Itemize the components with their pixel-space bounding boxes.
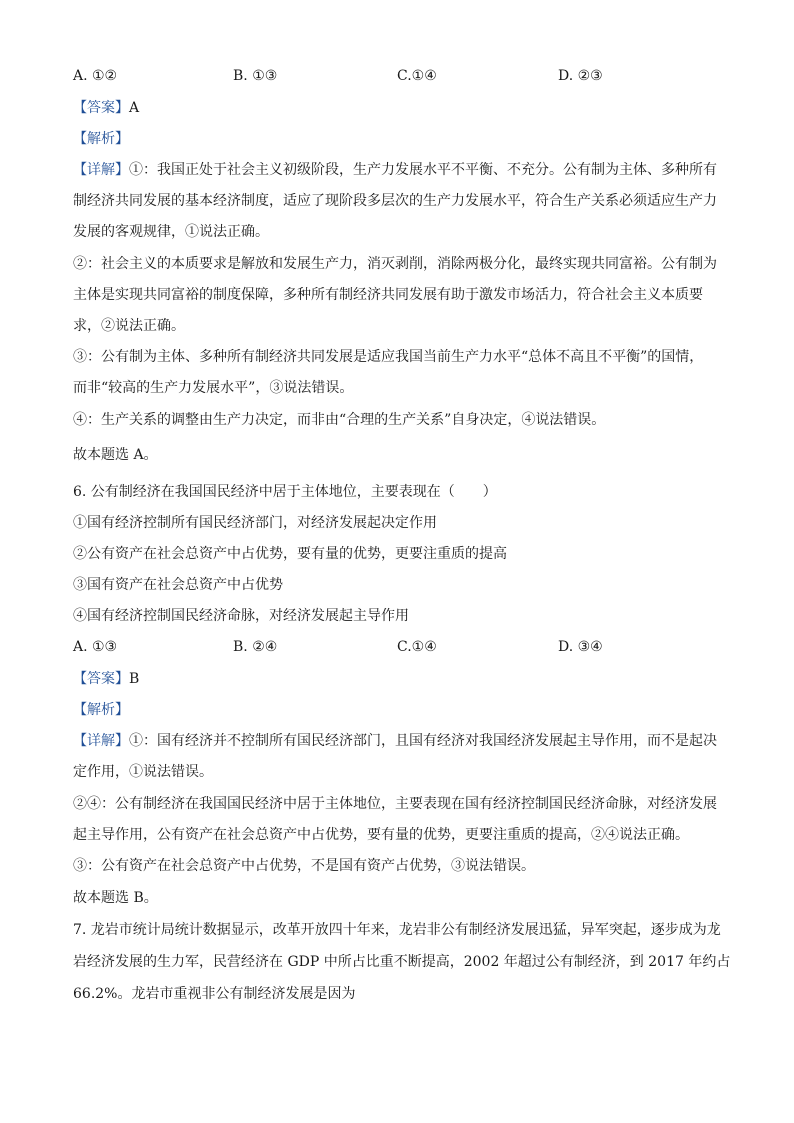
q5-line-text: ①：我国正处于社会主义初级阶段，生产力发展水平不平衡、不充分。公有制为主体、多种所有: [129, 162, 717, 178]
q5-conclusion: 故本题选 A。: [73, 447, 158, 463]
q6-conclusion: 故本题选 B。: [73, 890, 158, 906]
q6-option-c: C.①④: [397, 639, 437, 655]
detail-tag: 【详解】: [73, 733, 129, 749]
q5-option-d: D. ②③: [558, 68, 603, 84]
q6-item: ④国有经济控制国民经济命脉，对经济发展起主导作用: [73, 608, 409, 624]
q5-line: ④：生产关系的调整由生产力决定，而非由“合理的生产关系”自身决定，④说法错误。: [73, 412, 606, 428]
q5-line: 主体是实现共同富裕的制度保障，多种所有制经济共同发展有助于激发市场活力，符合社会主义本质要: [73, 287, 703, 303]
answer-tag: 【答案】: [73, 100, 129, 116]
q7-stem-line: 66.2%。龙岩市重视非公有制经济发展是因为: [73, 986, 356, 1002]
q5-line: 而非“较高的生产力发展水平”，③说法错误。: [73, 380, 354, 396]
q6-line-text: ①：国有经济并不控制所有国民经济部门，且国有经济对我国经济发展起主导作用，而不是起决: [129, 733, 717, 749]
answer-tag: 【答案】: [73, 671, 129, 687]
q6-item: ③国有资产在社会总资产中占优势: [73, 577, 283, 593]
answer-value: A: [129, 100, 140, 116]
q6-option-a: A. ①③: [73, 639, 118, 655]
q6-item: ②公有资产在社会总资产中占优势，要有量的优势，更要注重质的提高: [73, 546, 507, 562]
q5-analysis-heading: [73, 129, 129, 149]
analysis-tag: 【解析】: [73, 131, 129, 147]
q5-option-a: A. ①②: [73, 68, 118, 84]
q7-stem-line: 7. 龙岩市统计局统计数据显示，改革开放四十年来，龙岩非公有制经济发展迅猛，异军突起，逐步成为龙: [73, 922, 721, 938]
q6-answer: [73, 669, 139, 689]
q6-line: 定作用，①说法错误。: [73, 764, 213, 780]
q6-line: 起主导作用，公有资产在社会总资产中占优势，要有量的优势，更要注重质的提高，②④说法正确。: [73, 827, 689, 843]
q5-answer: [73, 98, 139, 118]
q5-line: ②：社会主义的本质要求是解放和发展生产力，消灭剥削，消除两极分化，最终实现共同富裕。公有制为: [73, 256, 717, 272]
q6-option-b: B. ②④: [233, 639, 278, 655]
q6-analysis-heading: [73, 700, 129, 720]
q6-stem: 6. 公有制经济在我国国民经济中居于主体地位，主要表现在（ ）: [73, 484, 497, 500]
q5-line: 制经济共同发展的基本经济制度，适应了现阶段多层次的生产力发展水平，符合生产关系必须适应生产力: [73, 193, 717, 209]
q5-line: 发展的客观规律，①说法正确。: [73, 224, 269, 240]
q7-stem-line: 岩经济发展的生力军，民营经济在 GDP 中所占比重不断提高，2002 年超过公有制经济，到 2017 年约占: [73, 954, 731, 970]
q5-line: ③：公有制为主体、多种所有制经济共同发展是适应我国当前生产力水平“总体不高且不平衡”的国情，: [73, 349, 704, 365]
q5-detail-line: [73, 160, 717, 180]
q6-detail-line: [73, 731, 717, 751]
answer-value: B: [129, 671, 140, 687]
q5-option-b: B. ①③: [233, 68, 278, 84]
detail-tag: 【详解】: [73, 162, 129, 178]
analysis-tag: 【解析】: [73, 702, 129, 718]
q6-line: ②④：公有制经济在我国国民经济中居于主体地位，主要表现在国有经济控制国民经济命脉，对经济发展: [73, 796, 717, 812]
q6-line: ③：公有资产在社会总资产中占优势，不是国有资产占优势，③说法错误。: [73, 858, 535, 874]
q5-line: 求，②说法正确。: [73, 318, 185, 334]
q6-option-d: D. ③④: [558, 639, 603, 655]
q5-option-c: C.①④: [397, 68, 437, 84]
q6-item: ①国有经济控制所有国民经济部门，对经济发展起决定作用: [73, 515, 437, 531]
